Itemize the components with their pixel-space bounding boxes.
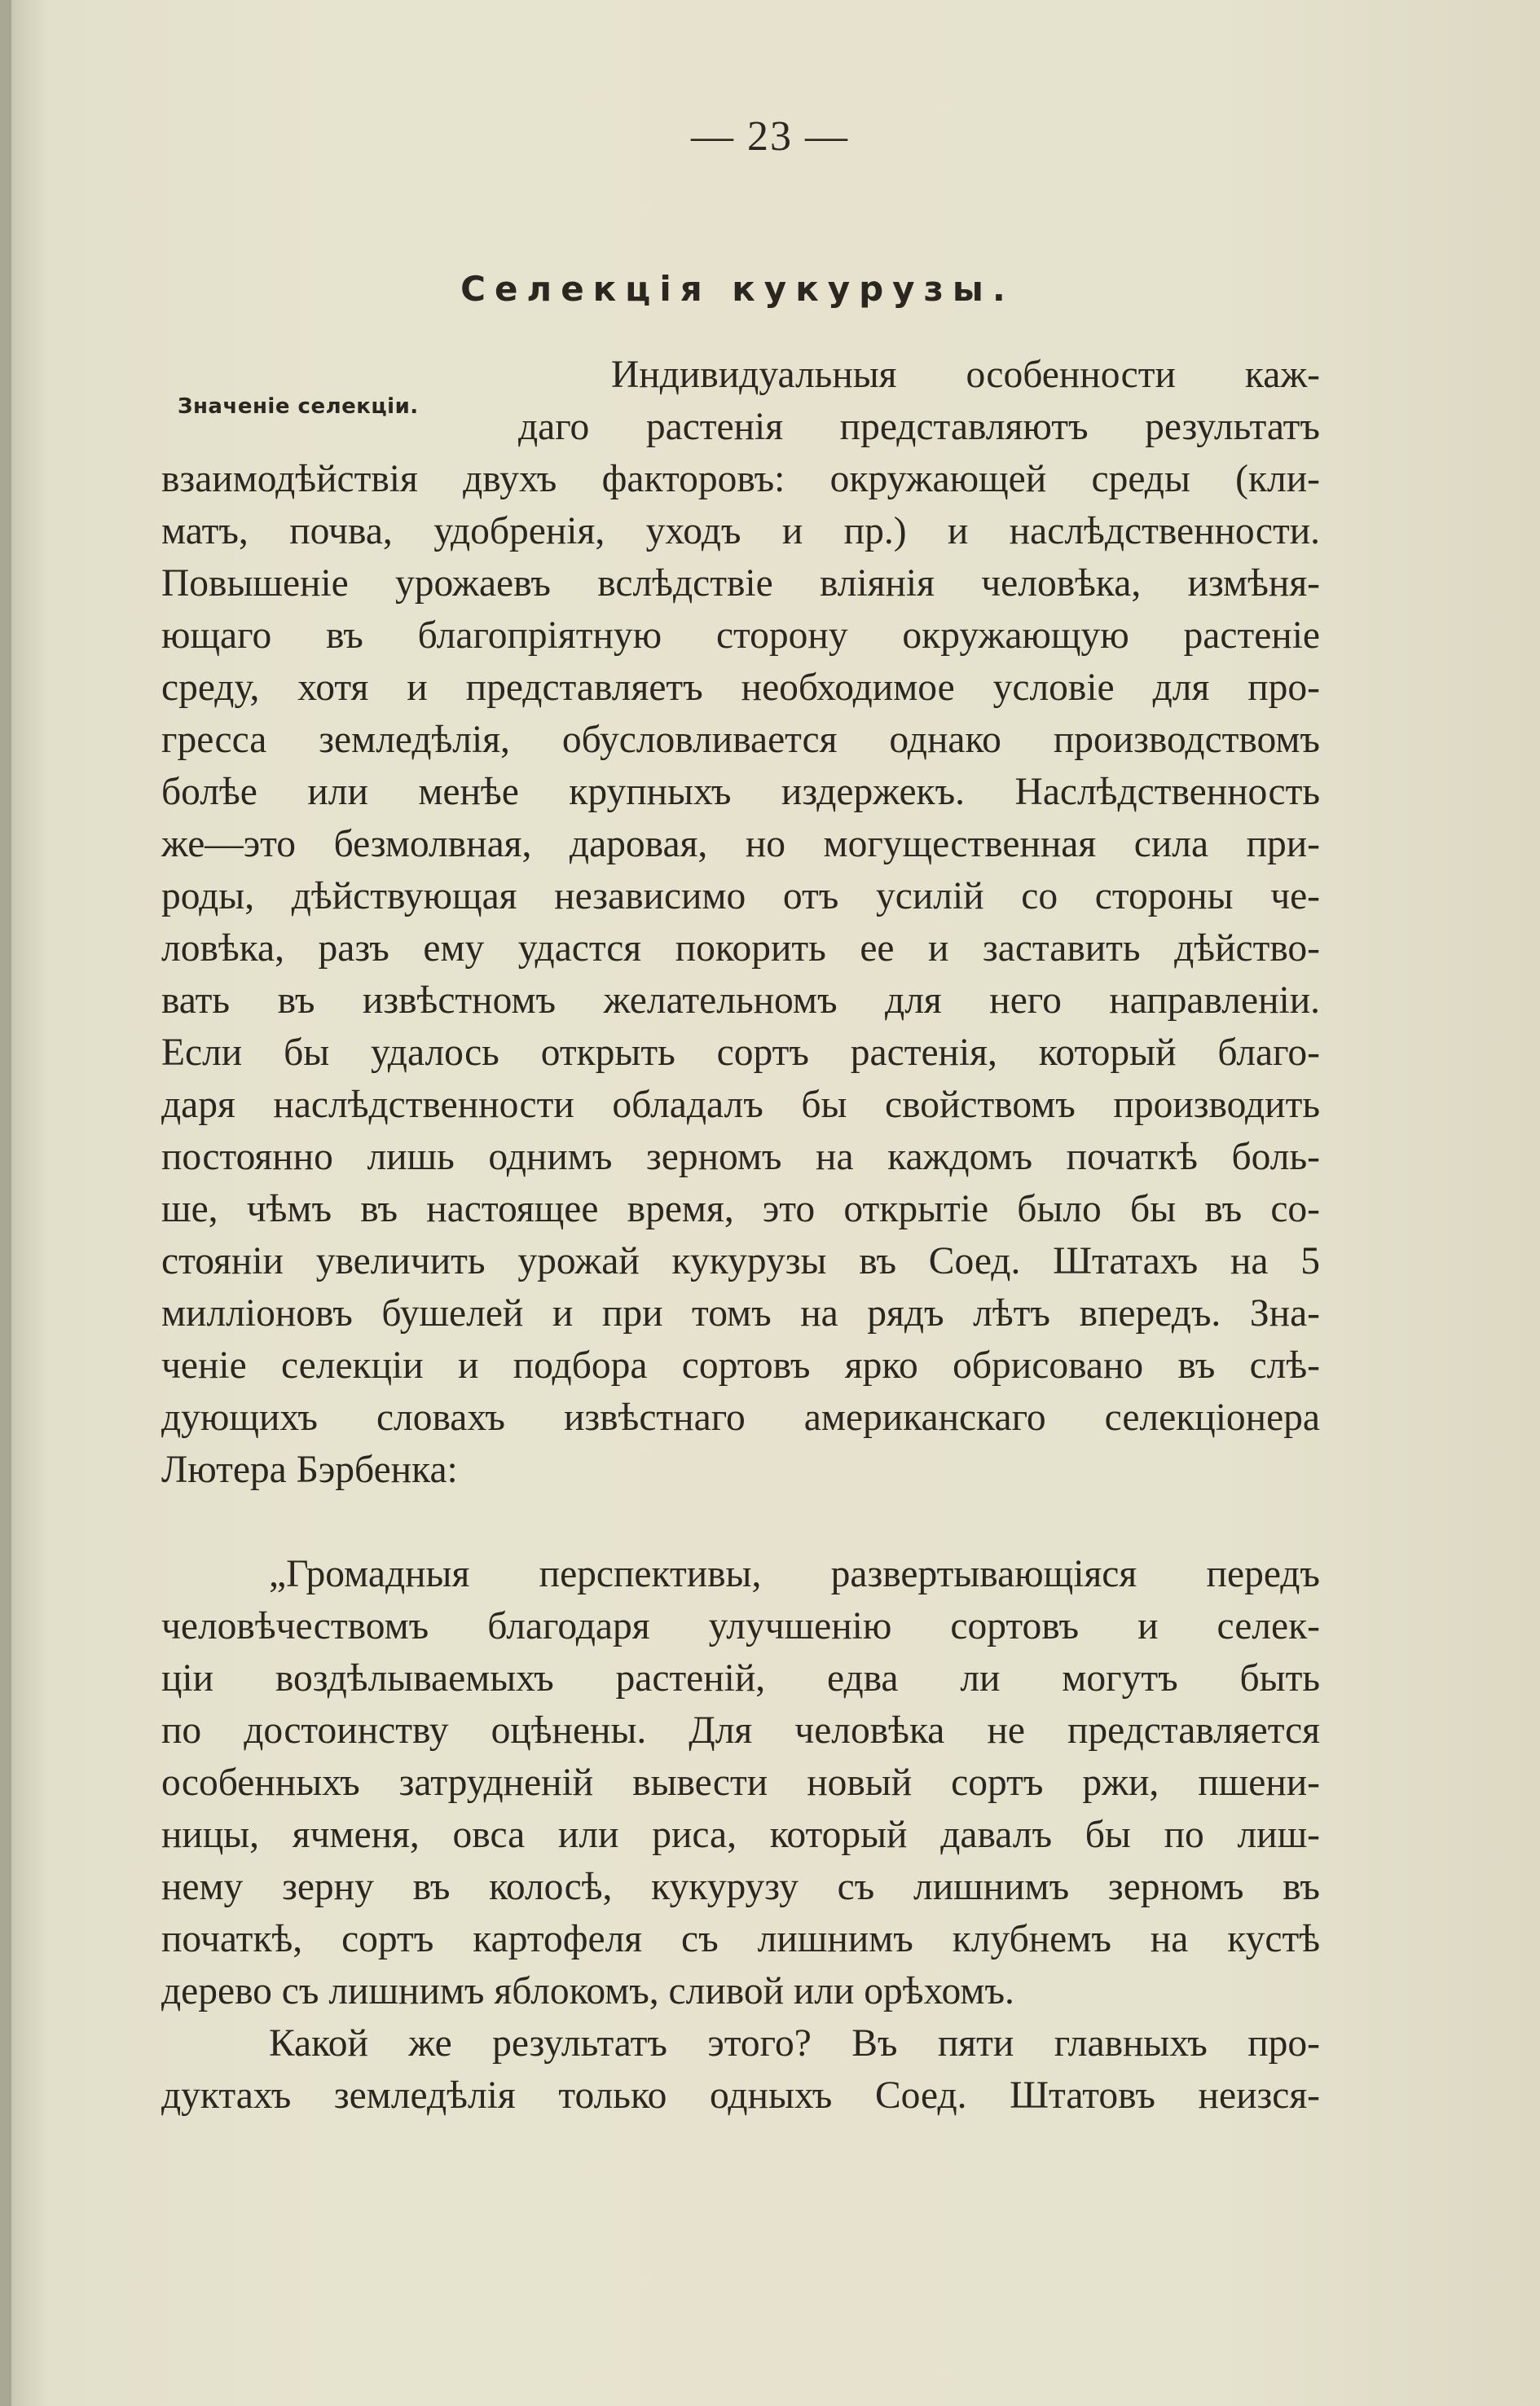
quotation xyxy=(161,1548,1320,2017)
paragraph xyxy=(161,2017,1320,2122)
text-line: „Громадныя перспективы, развертывающіяся передъ xyxy=(269,1553,1320,1595)
margin-note: Значеніе селекціи. xyxy=(178,394,419,419)
text-line: постоянно лишь однимъ зерномъ на каждомъ початкѣ боль- xyxy=(161,1136,1320,1178)
text-line: милліоновъ бушелей и при томъ на рядъ лѣтъ впередъ. Зна- xyxy=(161,1292,1320,1335)
text-line: по достоинству оцѣнены. Для человѣка не представляется xyxy=(161,1709,1320,1752)
text-line: вать въ извѣстномъ желательномъ для него направленіи. xyxy=(161,979,1320,1022)
text-line: же—это безмолвная, даровая, но могущественная сила при- xyxy=(161,823,1320,865)
text-line: взаимодѣйствія двухъ факторовъ: окружающей среды (кли- xyxy=(161,458,1320,500)
text-line: стояніи увеличить урожай кукурузы въ Соед. Штатахъ на 5 xyxy=(161,1240,1320,1282)
text-line: гресса земледѣлія, обусловливается однако производствомъ xyxy=(161,719,1320,761)
text-line: Повышеніе урожаевъ вслѣдствіе вліянія человѣка, измѣня- xyxy=(161,562,1320,605)
text-line: роды, дѣйствующая независимо отъ усилій со стороны че- xyxy=(161,875,1320,917)
text-line: среду, хотя и представляетъ необходимое условіе для про- xyxy=(161,666,1320,709)
text-line: дуктахъ земледѣлія только одныхъ Соед. Штатовъ неизся- xyxy=(161,2074,1320,2117)
text-line: дующихъ словахъ извѣстнаго американскаго селекціонера xyxy=(161,1397,1320,1439)
text-line: дерево съ лишнимъ яблокомъ, сливой или орѣхомъ. xyxy=(161,1970,1014,2012)
section-title: Селекція кукурузы. xyxy=(460,269,1014,309)
text-line: початкѣ, сортъ картофеля съ лишнимъ клубнемъ на кустѣ xyxy=(161,1918,1320,1960)
text-line: даря наслѣдственности обладалъ бы свойствомъ производить xyxy=(161,1084,1320,1126)
page-number: — 23 — xyxy=(691,113,849,160)
text-line: Если бы удалось открыть сортъ растенія, который благо- xyxy=(161,1031,1320,1074)
text-line: ющаго въ благопріятную сторону окружающую растеніе xyxy=(161,614,1320,657)
body-text xyxy=(161,349,1320,2122)
text-line: ловѣка, разъ ему удастся покорить ее и заставить дѣйство- xyxy=(161,927,1320,970)
text-line: ницы, ячменя, овса или риса, который давалъ бы по лиш- xyxy=(161,1814,1320,1856)
text-line: ченіе селекціи и подбора сортовъ ярко обрисовано въ слѣ- xyxy=(161,1344,1320,1387)
text-line: даго растенія представляютъ результатъ xyxy=(518,406,1320,448)
text-line: человѣчествомъ благодаря улучшенію сортовъ и селек- xyxy=(161,1605,1320,1647)
text-line: Лютера Бэрбенка: xyxy=(161,1449,458,1491)
text-line: Индивидуальныя особенности каж- xyxy=(611,354,1320,396)
text-line: ше, чѣмъ въ настоящее время, это открытіе было бы въ со- xyxy=(161,1188,1320,1230)
text-line: болѣе или менѣе крупныхъ издержекъ. Наслѣдственность xyxy=(161,771,1320,813)
text-line: нему зерну въ колосѣ, кукурузу съ лишнимъ зерномъ въ xyxy=(161,1866,1320,1908)
text-line: Какой же результатъ этого? Въ пяти главныхъ про- xyxy=(269,2022,1320,2065)
text-line: матъ, почва, удобренія, уходъ и пр.) и наслѣдственности. xyxy=(161,510,1320,552)
page-edge-shadow xyxy=(0,0,11,2406)
text-line: особенныхъ затрудненій вывести новый сортъ ржи, пшени- xyxy=(161,1762,1320,1804)
text-line: ціи воздѣлываемыхъ растеній, едва ли могутъ быть xyxy=(161,1657,1320,1700)
